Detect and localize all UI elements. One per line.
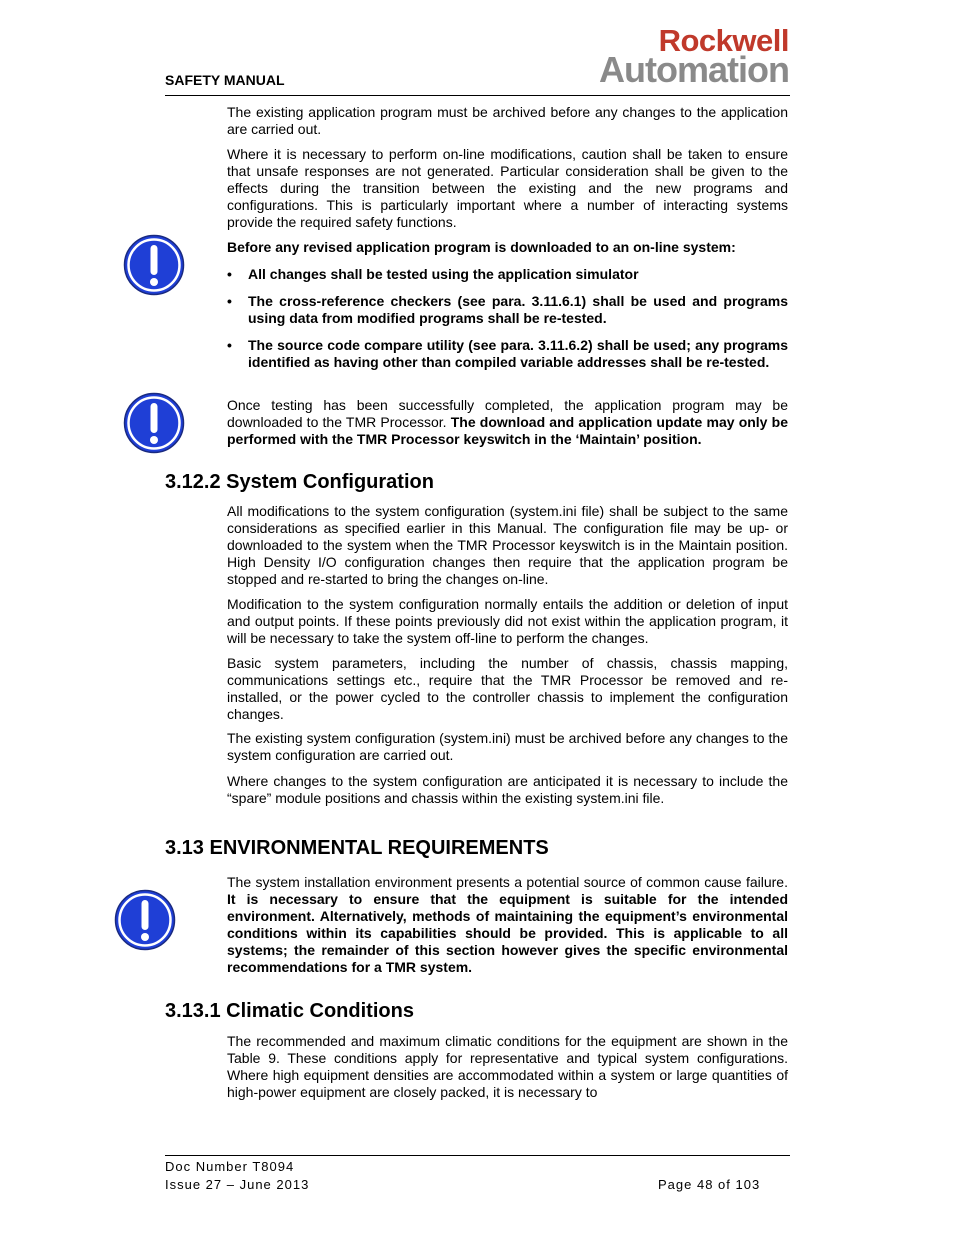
paragraph-basic-parameters: Basic system parameters, including the number of chassis, chassis mapping, communications settings etc., require that the TMR Processor be removed and re-installed, or the power cycled to the controller chassis to implement the configuration changes. — [227, 655, 788, 722]
list-item-text: All changes shall be tested using the application simulator — [248, 266, 639, 282]
list-item — [227, 337, 788, 388]
paragraph-download-bold: The download and application update may only be performed with the TMR Processor keyswitch in the ‘Maintain’ position. — [227, 414, 788, 447]
list-item — [227, 266, 788, 283]
paragraph-archive-config: The existing system configuration (system.ini) must be archived before any changes to the system configuration are carried out. — [227, 730, 788, 763]
warning-lead-text: Before any revised application program is downloaded to an on-line system: — [227, 239, 736, 255]
paragraph-config-modifications: All modifications to the system configuration (system.ini file) shall be subject to the same considerations as specified earlier in this Manual. The configuration file may be up- or downloaded to the system when the TMR Processor keyswitch is in the Maintain position. High Density I/O configuration changes then require that the application program be stopped and re-started to bring the changes on-line. — [227, 503, 788, 587]
rockwell-automation-logo — [553, 23, 789, 90]
heading-climatic-conditions: 3.13.1 Climatic Conditions — [165, 1000, 414, 1022]
logo-line-1: Rockwell — [658, 23, 789, 58]
document-title: SAFETY MANUAL — [165, 72, 285, 88]
heading-environmental-requirements: 3.13 ENVIRONMENTAL REQUIREMENTS — [165, 837, 549, 859]
paragraph-climatic: The recommended and maximum climatic conditions for the equipment are shown in the Table 9. These conditions apply for representative and typical system configurations. Where high equipment densities are accommodated within a system or large quantities of high-power equipment are closely packed, it is necessary to — [227, 1033, 788, 1100]
exclamation-warning-icon — [114, 889, 176, 951]
paragraph-download-maintain — [227, 397, 788, 448]
list-item — [227, 293, 788, 327]
paragraph-environment — [227, 874, 788, 976]
paragraph-config-io-points: Modification to the system configuration normally entails the addition or deletion of input and output points. If these points previously did not exist within the application program, it will be necessary to take the system off-line to perform the changes. — [227, 596, 788, 646]
footer-doc-number: Doc Number T8094 — [165, 1159, 295, 1174]
list-item-text: The source code compare utility (see para. 3.11.6.2) shall be used; any programs identified as having other than compiled variable addresses shall be re-tested. — [248, 337, 788, 370]
exclamation-warning-icon — [123, 392, 185, 454]
bullet-dot: • — [227, 293, 232, 309]
exclamation-warning-icon — [123, 234, 185, 296]
list-item-text: The cross-reference checkers (see para. 3.11.6.1) shall be used and programs using data from modified programs shall be re-tested. — [248, 293, 788, 326]
logo-line-2: Automation — [599, 49, 789, 90]
bullet-dot: • — [227, 266, 232, 282]
paragraph-spare-positions: Where changes to the system configuration are anticipated it is necessary to include the “spare” module positions and chassis within the existing system.ini file. — [227, 773, 788, 806]
paragraph-environment-bold: It is necessary to ensure that the equipment is suitable for the intended environment. Alternatively, methods of maintaining the equipment’s environmental conditions within its capabilities should be provided. This is applicable to all systems; the remainder of this section however gives the specific environmental recommendations for a TMR system. — [227, 891, 788, 975]
bullet-dot: • — [227, 337, 232, 353]
heading-system-configuration: 3.12.2 System Configuration — [165, 471, 434, 493]
paragraph-archive-application: The existing application program must be archived before any changes to the application are carried out. — [227, 104, 788, 137]
paragraph-online-modifications: Where it is necessary to perform on-line modifications, caution shall be taken to ensure that unsafe responses are not generated. Particular consideration shall be given to the effects during the transition between the existing and the new programs and configurations. This is particularly important where a number of interacting systems provide the required safety functions. — [227, 146, 788, 230]
paragraph-download-normal: Once testing has been successfully completed, the application program may be downloaded to the TMR Processor. — [227, 397, 788, 430]
footer-issue: Issue 27 – June 2013 — [165, 1177, 310, 1192]
paragraph-environment-normal: The system installation environment presents a potential source of common cause failure. — [227, 874, 788, 890]
footer-divider — [165, 1155, 790, 1156]
header-divider — [165, 95, 790, 96]
footer-page-number: Page 48 of 103 — [658, 1177, 761, 1192]
